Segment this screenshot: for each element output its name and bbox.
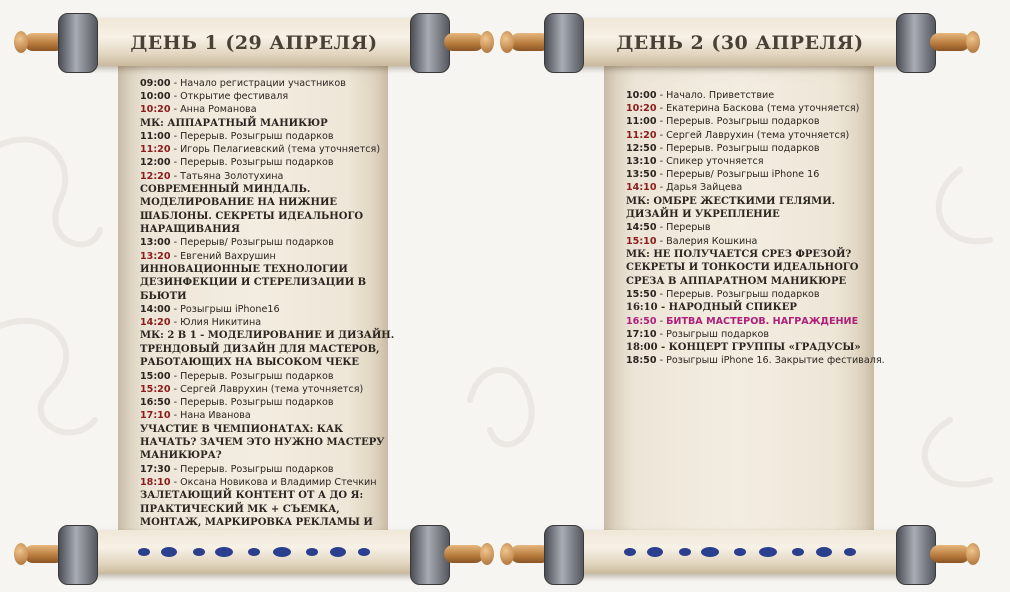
schedule-item	[626, 341, 886, 354]
day2-title: ДЕНЬ 2 (30 АПРЕЛЯ)	[616, 32, 864, 54]
schedule-item	[626, 89, 886, 102]
schedule-description: УЧАСТИЕ В ЧЕМПИОНАТАХ: КАК НАЧАТЬ? ЗАЧЕМ ЭТО НУЖНО МАСТЕРУ МАНИКЮРА?	[140, 423, 385, 462]
separator: -	[170, 476, 181, 488]
day2-bottom-roller	[570, 530, 910, 574]
separator: -	[656, 315, 667, 327]
schedule-description: Анна Романова	[180, 104, 257, 116]
separator: -	[170, 397, 181, 409]
schedule-description: Перерыв. Розыгрыш подарков	[180, 463, 334, 475]
separator: -	[170, 410, 181, 422]
schedule-description: Сергей Лаврухин (тема уточняется)	[180, 383, 364, 395]
roller-cap-icon	[544, 525, 584, 585]
schedule-description: Открытие фестиваля	[180, 91, 289, 103]
floral-ornament-icon	[610, 544, 870, 560]
schedule-description: НАРОДНЫЙ СПИКЕР	[668, 302, 797, 314]
schedule-description: БИТВА МАСТЕРОВ. НАГРАЖДЕНИЕ	[666, 315, 859, 327]
separator: -	[170, 157, 181, 169]
schedule-description: СОВРЕМЕННЫЙ МИНДАЛЬ. МОДЕЛИРОВАНИЕ НА НИЖНИЕ ШАБЛОНЫ. СЕКРЕТЫ ИДЕАЛЬНОГО НАРАЩИВАНИЯ	[140, 183, 364, 236]
schedule-time: 17:10	[140, 410, 171, 422]
schedule-description: Оксана Новикова и Владимир Стечкин	[180, 476, 377, 488]
schedule-time: 10:00	[626, 90, 657, 101]
schedule-time: 16:10	[626, 302, 658, 314]
schedule-description: Евгений Вахрушин	[180, 250, 276, 262]
schedule-description: Начало регистрации участников	[180, 78, 346, 89]
schedule-time: 10:20	[626, 103, 657, 115]
separator: -	[656, 289, 667, 301]
schedule-time: 10:20	[140, 104, 171, 116]
schedule-time: 12:50	[626, 142, 657, 154]
schedule-item	[140, 77, 400, 90]
schedule-time: 14:20	[140, 317, 171, 329]
roller-knob-icon	[930, 545, 970, 563]
separator: -	[656, 156, 667, 168]
separator: -	[170, 304, 181, 316]
schedule-description: Розыгрыш подарков	[666, 328, 770, 340]
schedule-item	[140, 463, 400, 476]
schedule-item	[626, 235, 886, 248]
schedule-item	[140, 130, 400, 143]
schedule-item	[140, 423, 400, 463]
schedule-item	[626, 102, 886, 115]
separator: -	[656, 328, 667, 340]
separator: -	[657, 302, 669, 314]
schedule-time: 13:00	[140, 237, 171, 249]
separator: -	[656, 103, 667, 115]
separator: -	[657, 342, 669, 354]
schedule-item	[140, 263, 400, 303]
schedule-item	[140, 156, 400, 169]
schedule-time: 14:10	[626, 182, 657, 194]
schedule-description: Перерыв. Розыгрыш подарков	[180, 131, 334, 143]
schedule-description: Юлия Никитина	[180, 317, 262, 329]
schedule-description: Спикер уточняется	[666, 156, 764, 168]
day1-bottom-roller	[84, 530, 424, 574]
separator: -	[170, 237, 181, 249]
schedule-item	[140, 476, 400, 489]
schedule-item	[140, 170, 400, 183]
separator: -	[656, 116, 667, 128]
day2-top-roller	[570, 18, 910, 66]
schedule-description: Розыгрыш iPhone16	[180, 304, 280, 316]
day1-schedule	[140, 77, 400, 569]
day1-scroll	[22, 14, 484, 584]
roller-knob-icon	[930, 33, 970, 51]
day2-schedule	[626, 89, 886, 368]
schedule-item	[140, 383, 400, 396]
schedule-description: Перерыв. Розыгрыш подарков	[666, 142, 820, 154]
separator: -	[656, 90, 667, 101]
schedule-item	[626, 129, 886, 142]
separator: -	[656, 182, 667, 194]
schedule-description: Сергей Лаврухин (тема уточняется)	[666, 129, 850, 141]
schedule-item	[140, 316, 400, 329]
roller-cap-icon	[58, 525, 98, 585]
schedule-item	[626, 328, 886, 341]
schedule-time: 18:50	[626, 355, 657, 367]
schedule-item	[140, 250, 400, 263]
separator: -	[170, 317, 181, 329]
separator: -	[656, 129, 667, 141]
schedule-time: 14:00	[140, 304, 171, 316]
schedule-item	[626, 155, 886, 168]
schedule-time: 18:10	[140, 476, 171, 488]
schedule-description: Нана Иванова	[180, 410, 251, 422]
schedule-time: 15:10	[626, 235, 657, 247]
schedule-description: Перерыв. Розыгрыш подарков	[666, 116, 820, 128]
schedule-item	[140, 90, 400, 103]
schedule-description: Розыгрыш iPhone 16. Закрытие фестиваля.	[666, 355, 885, 367]
separator: -	[170, 383, 181, 395]
schedule-item	[140, 396, 400, 409]
schedule-item	[626, 142, 886, 155]
schedule-time: 17:30	[140, 463, 171, 475]
schedule-item	[626, 315, 886, 328]
separator: -	[656, 169, 667, 181]
schedule-time: 17:10	[626, 328, 657, 340]
schedule-item	[626, 288, 886, 301]
separator: -	[170, 144, 181, 156]
schedule-item	[626, 115, 886, 128]
schedule-description: МК: НЕ ПОЛУЧАЕТСЯ СРЕЗ ФРЕЗОЙ? СЕКРЕТЫ И ТОНКОСТИ ИДЕАЛЬНОГО СРЕЗА В АППАРАТНОМ МАНИКЮРЕ	[626, 248, 859, 287]
separator: -	[170, 250, 181, 262]
schedule-item	[140, 103, 400, 116]
separator: -	[170, 78, 181, 89]
schedule-description: МК: 2 В 1 - МОДЕЛИРОВАНИЕ И ДИЗАЙН. ТРЕНДОВЫЙ ДИЗАЙН ДЛЯ МАСТЕРОВ, РАБОТАЮЩИХ НА ВЫСОКОМ ЧЕКЕ	[140, 330, 395, 369]
schedule-time: 15:20	[140, 383, 171, 395]
schedule-item	[626, 181, 886, 194]
schedule-item	[626, 195, 886, 222]
separator: -	[170, 131, 181, 143]
schedule-time: 16:50	[626, 315, 657, 327]
separator: -	[656, 222, 667, 234]
schedule-description: Игорь Пелагиевский (тема уточняется)	[180, 144, 381, 156]
schedule-time: 11:00	[626, 116, 657, 128]
schedule-item	[626, 354, 886, 367]
schedule-description: ЗАЛЕТАЮЩИЙ КОНТЕНТ ОТ А ДО Я: ПРАКТИЧЕСКИЙ МК + СЪЕМКА, МОНТАЖ, МАРКИРОВКА РЕКЛАМЫ И	[140, 490, 373, 528]
schedule-item	[140, 183, 400, 237]
schedule-description: Перерыв/ Розыгрыш подарков	[180, 237, 334, 249]
schedule-time: 11:00	[140, 131, 171, 143]
schedule-time: 09:00	[140, 78, 171, 89]
day1-title: ДЕНЬ 1 (29 АПРЕЛЯ)	[130, 32, 378, 54]
floral-ornament-icon	[124, 544, 384, 560]
schedule-description: Перерыв. Розыгрыш подарков	[666, 289, 820, 301]
schedule-time: 11:20	[140, 144, 171, 156]
schedule-description: Начало. Приветствие	[666, 90, 775, 101]
schedule-time: 15:50	[626, 289, 657, 301]
schedule-description: Валерия Кошкина	[666, 235, 758, 247]
schedule-description: Екатерина Баскова (тема уточняется)	[666, 103, 860, 115]
schedule-item	[140, 117, 400, 130]
schedule-time: 13:10	[626, 156, 657, 168]
schedule-time: 11:20	[626, 129, 657, 141]
separator: -	[170, 91, 181, 103]
schedule-time: 18:00	[626, 342, 658, 354]
schedule-item	[140, 409, 400, 422]
day2-scroll	[508, 14, 970, 584]
separator: -	[170, 104, 181, 116]
schedule-item	[140, 329, 400, 369]
separator: -	[656, 235, 667, 247]
schedule-item	[140, 303, 400, 316]
separator: -	[656, 142, 667, 154]
roller-knob-icon	[444, 545, 484, 563]
schedule-time: 10:00	[140, 91, 171, 103]
schedule-item	[626, 301, 886, 314]
schedule-description: ИННОВАЦИОННЫЕ ТЕХНОЛОГИИ ДЕЗИНФЕКЦИИ И СТЕРЕЛИЗАЦИИ В БЬЮТИ	[140, 263, 367, 302]
separator: -	[170, 463, 181, 475]
schedule-time: 15:00	[140, 370, 171, 382]
schedule-time: 13:20	[140, 250, 171, 262]
schedule-item	[140, 236, 400, 249]
schedule-time: 13:50	[626, 169, 657, 181]
schedule-description: МК: АППАРАТНЫЙ МАНИКЮР	[140, 117, 328, 129]
separator: -	[170, 170, 181, 182]
schedule-time: 12:20	[140, 170, 171, 182]
schedule-description: Перерыв/ Розыгрыш iPhone 16	[666, 169, 820, 181]
schedule-description: МК: ОМБРЕ ЖЕСТКИМИ ГЕЛЯМИ. ДИЗАЙН И УКРЕПЛЕНИЕ	[626, 195, 836, 221]
schedule-description: Дарья Зайцева	[666, 182, 743, 194]
day1-top-roller	[84, 18, 424, 66]
separator: -	[170, 370, 181, 382]
schedule-item	[626, 248, 886, 288]
schedule-item	[626, 221, 886, 234]
schedule-time: 14:50	[626, 222, 657, 234]
schedule-description: Татьяна Золотухина	[180, 170, 284, 182]
schedule-time: 12:00	[140, 157, 171, 169]
schedule-description: КОНЦЕРТ ГРУППЫ «ГРАДУСЫ»	[668, 342, 861, 354]
schedule-time: 16:50	[140, 397, 171, 409]
schedule-item	[626, 168, 886, 181]
schedule-description: Перерыв. Розыгрыш подарков	[180, 157, 334, 169]
roller-knob-icon	[444, 33, 484, 51]
schedule-description: Перерыв	[666, 222, 711, 234]
schedule-item	[140, 370, 400, 383]
schedule-description: Перерыв. Розыгрыш подарков	[180, 397, 334, 409]
schedule-description: Перерыв. Розыгрыш подарков	[180, 370, 334, 382]
schedule-item	[140, 143, 400, 156]
separator: -	[656, 355, 667, 367]
